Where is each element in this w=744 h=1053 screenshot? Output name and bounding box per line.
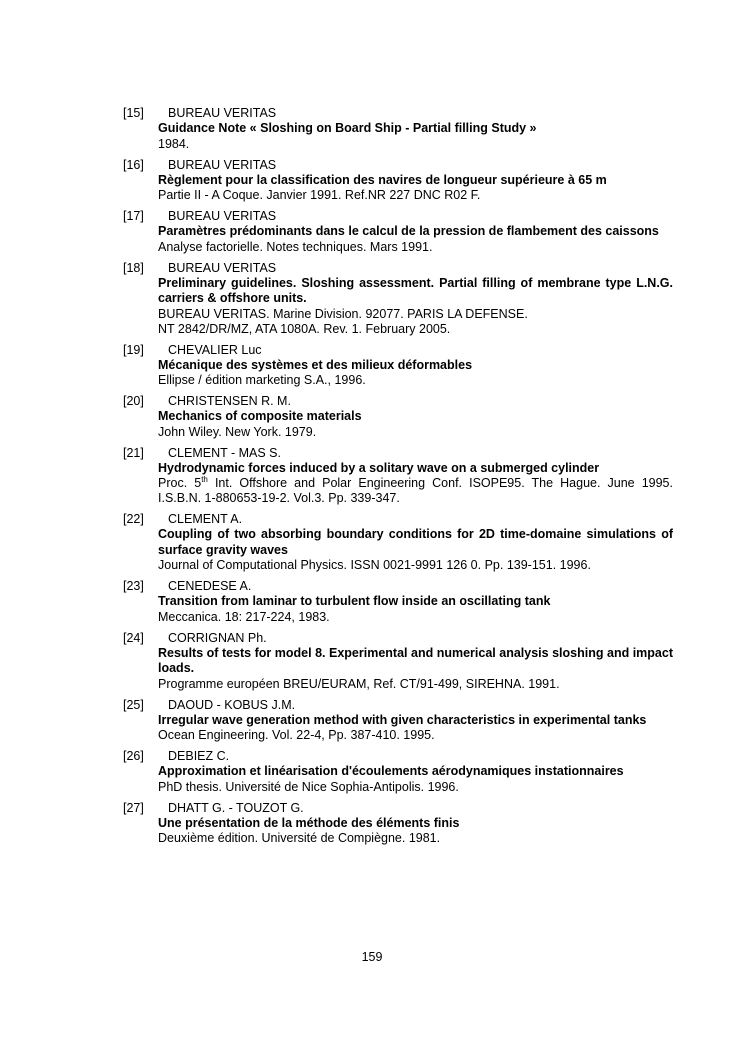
reference-detail-line: 1984. <box>158 136 190 151</box>
reference-detail-line: Journal of Computational Physics. ISSN 0021-9991 126 0. Pp. 139-151. 1996. <box>158 558 591 572</box>
reference-details <box>158 307 673 337</box>
reference-author: DEBIEZ C. <box>168 749 230 763</box>
reference-author: BUREAU VERITAS <box>168 209 277 223</box>
reference-item <box>123 801 673 847</box>
reference-list <box>123 106 673 852</box>
reference-title: Une présentation de la méthode des éléments finis <box>158 815 460 830</box>
reference-detail-line: Analyse factorielle. Notes techniques. Mars 1991. <box>158 239 433 254</box>
reference-detail-line: Ocean Engineering. Vol. 22-4, Pp. 387-410. 1995. <box>158 728 435 742</box>
reference-details <box>158 476 673 506</box>
reference-item <box>123 343 673 389</box>
reference-author: CLEMENT - MAS S. <box>168 445 281 460</box>
reference-number: [17] <box>123 209 144 223</box>
reference-item <box>123 749 673 795</box>
reference-item <box>123 698 673 744</box>
reference-title: Règlement pour la classification des navires de longueur supérieure à 65 m <box>158 172 607 187</box>
reference-details <box>158 558 673 573</box>
reference-number: [22] <box>123 512 144 526</box>
reference-number: [18] <box>123 260 144 275</box>
reference-details <box>158 373 673 388</box>
reference-title: Guidance Note « Sloshing on Board Ship - Partial filling Study » <box>158 121 537 135</box>
reference-title: Approximation et linéarisation d'écoulements aérodynamiques instationnaires <box>158 764 624 778</box>
reference-item <box>123 512 673 573</box>
reference-detail-text: Int. Offshore and Polar Engineering Conf. ISOPE95. The Hague. June 1995. I.S.B.N. 1-880653-19-2. Vol.3. Pp. 339-347. <box>158 476 673 505</box>
ordinal-superscript: th <box>201 475 208 484</box>
reference-detail-line: John Wiley. New York. 1979. <box>158 424 317 439</box>
reference-item <box>123 209 673 255</box>
reference-author: CLEMENT A. <box>168 512 243 526</box>
reference-item <box>123 158 673 204</box>
reference-item <box>123 261 673 337</box>
reference-item <box>123 446 673 507</box>
reference-title: Irregular wave generation method with given characteristics in experimental tanks <box>158 712 647 727</box>
reference-number: [20] <box>123 394 144 408</box>
reference-title: Hydrodynamic forces induced by a solitary wave on a submerged cylinder <box>158 460 600 475</box>
reference-title: Coupling of two absorbing boundary conditions for 2D time-domaine simulations of surface gravity waves <box>158 527 673 557</box>
reference-detail-line: Programme européen BREU/EURAM, Ref. CT/91-499, SIREHNA. 1991. <box>158 676 560 691</box>
reference-details <box>158 728 673 743</box>
reference-detail-line: PhD thesis. Université de Nice Sophia-Antipolis. 1996. <box>158 779 459 794</box>
reference-item <box>123 106 673 152</box>
reference-detail-line: BUREAU VERITAS. Marine Division. 92077. PARIS LA DEFENSE. <box>158 306 528 321</box>
reference-detail-line: Meccanica. 18: 217-224, 1983. <box>158 609 330 624</box>
reference-author: DAOUD - KOBUS J.M. <box>168 697 296 712</box>
reference-details <box>158 240 673 255</box>
reference-item <box>123 631 673 692</box>
reference-details <box>158 831 673 846</box>
reference-detail-line: NT 2842/DR/MZ, ATA 1080A. Rev. 1. February 2005. <box>158 321 451 336</box>
reference-item <box>123 579 673 625</box>
reference-detail-text: Proc. 5 <box>158 476 202 490</box>
reference-number: [26] <box>123 749 144 763</box>
reference-number: [27] <box>123 800 144 815</box>
reference-author: DHATT G. - TOUZOT G. <box>168 800 304 815</box>
page-number: 159 <box>361 950 383 964</box>
reference-title: Preliminary guidelines. Sloshing assessment. Partial filling of membrane type L.N.G. carriers & offshore units. <box>158 275 673 305</box>
reference-title: Mécanique des systèmes et des milieux déformables <box>158 357 473 372</box>
reference-title: Transition from laminar to turbulent flow inside an oscillating tank <box>158 594 551 608</box>
reference-details <box>158 425 673 440</box>
reference-number: [25] <box>123 697 144 712</box>
reference-number: [15] <box>123 106 144 120</box>
reference-detail-line: Ellipse / édition marketing S.A., 1996. <box>158 373 366 387</box>
reference-number: [16] <box>123 157 144 172</box>
reference-details <box>158 610 673 625</box>
reference-author: CHEVALIER Luc <box>168 342 262 357</box>
reference-detail-line: Deuxième édition. Université de Compiègne. 1981. <box>158 831 441 845</box>
reference-details <box>158 188 673 203</box>
reference-author: BUREAU VERITAS <box>168 106 277 120</box>
reference-number: [23] <box>123 579 144 593</box>
reference-author: CENEDESE A. <box>168 579 252 593</box>
reference-details <box>158 677 673 692</box>
reference-number: [24] <box>123 630 144 645</box>
reference-author: BUREAU VERITAS <box>168 260 277 275</box>
reference-number: [21] <box>123 445 144 460</box>
reference-details <box>158 137 673 152</box>
reference-item <box>123 394 673 440</box>
reference-title: Results of tests for model 8. Experimental and numerical analysis sloshing and impact loads. <box>158 645 673 675</box>
reference-detail-line: Partie II - A Coque. Janvier 1991. Ref.NR 227 DNC R02 F. <box>158 188 481 202</box>
reference-details <box>158 780 673 795</box>
reference-author: CHRISTENSEN R. M. <box>168 394 291 408</box>
reference-title: Paramètres prédominants dans le calcul de la pression de flambement des caissons <box>158 224 659 238</box>
reference-author: BUREAU VERITAS <box>168 157 277 172</box>
reference-number: [19] <box>123 342 144 357</box>
reference-title: Mechanics of composite materials <box>158 409 362 423</box>
reference-author: CORRIGNAN Ph. <box>168 630 267 645</box>
